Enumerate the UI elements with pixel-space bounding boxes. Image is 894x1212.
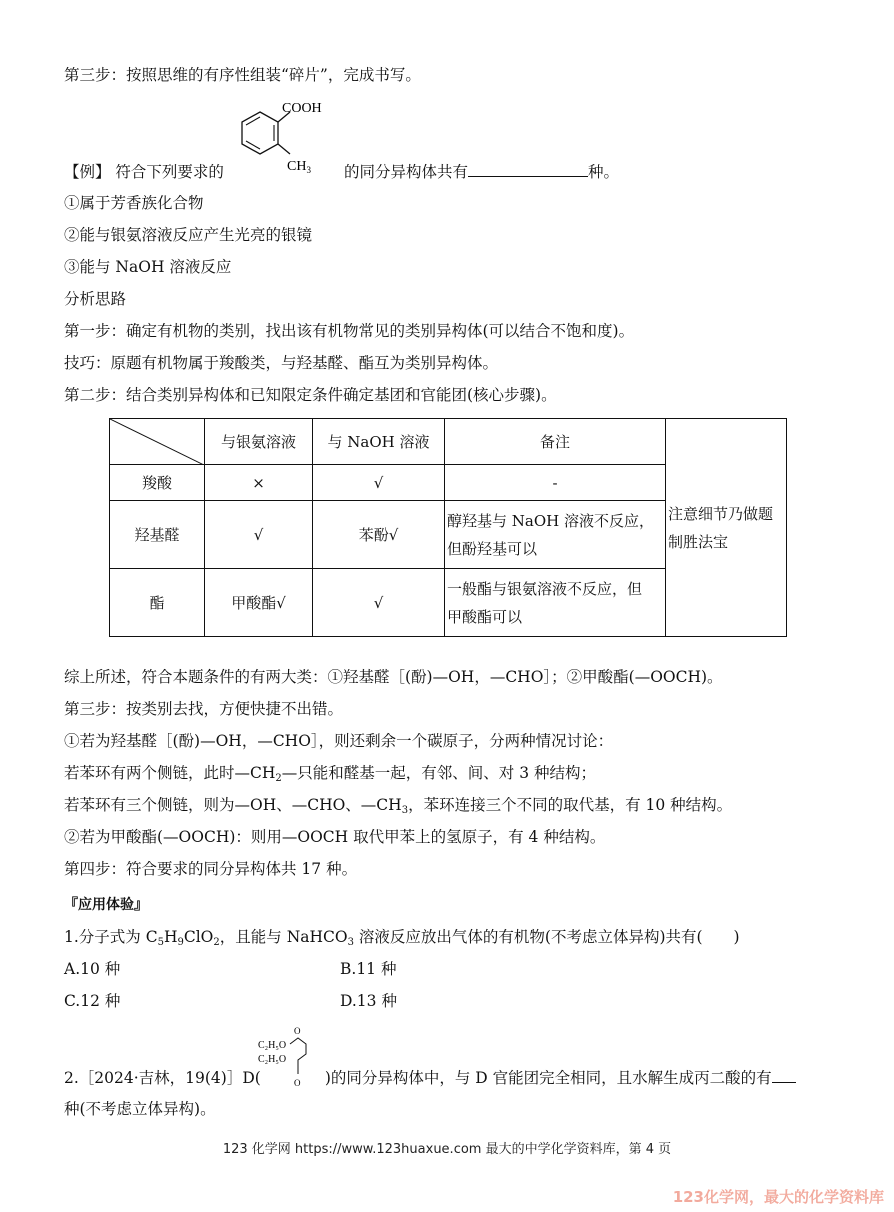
svg-text:C₂H₅O: C₂H₅O — [258, 1040, 287, 1051]
practice-title: 『应用体验』 — [64, 897, 148, 913]
question-2-line2: 种(不考虑立体异构)。 — [64, 1100, 216, 1118]
header-silver: 与银氨溶液 — [205, 419, 313, 465]
svg-text:C₂H₅O: C₂H₅O — [258, 1054, 287, 1065]
header-note: 备注 — [445, 419, 666, 465]
step3-title: 第三步：按照思维的有序性组装“碎片”，完成书写。 — [64, 66, 421, 84]
ch3-label: $CH_3$ — [287, 159, 311, 175]
case1a: 若苯环有两个侧链，此时$—CH_2—$只能和醛基一起，有邻、间、对 3 种结构； — [64, 764, 596, 784]
row-note: 一般酯与银氨溶液不反应，但 甲酸酯可以 — [445, 569, 666, 637]
condition-1: ①属于芳香族化合物 — [64, 194, 204, 212]
example-prefix: 【例】 符合下列要求的 — [64, 163, 224, 181]
row-naoh: √ — [313, 465, 445, 501]
analysis-title: 分析思路 — [64, 290, 127, 308]
example-question — [64, 160, 619, 183]
q2-blank — [772, 1066, 796, 1083]
side-note: 注意细节乃做题 制胜法宝 — [666, 419, 787, 637]
row-silver: √ — [205, 501, 313, 569]
summary: 综上所述，符合本题条件的有两大类：①羟基醛［(酚)—OH，—CHO］；②甲酸酯(—OOCH)。 — [64, 668, 723, 686]
case1b: 若苯环有三个侧链，则为—OH、—CHO、$—CH_3$，苯环连接三个不同的取代基，有 10 种结构。 — [64, 796, 733, 816]
step3b: 第三步：按类别去找，方便快捷不出错。 — [64, 700, 344, 718]
row-name: 羟基醛 — [110, 501, 205, 569]
example-unit: 种。 — [587, 163, 619, 181]
row-naoh: √ — [313, 569, 445, 637]
case1: ①若为羟基醛［(酚)—OH，—CHO］，则还剩余一个碳原子，分两种情况讨论： — [64, 732, 614, 750]
row-note: 醇羟基与 NaOH 溶液不反应， 但酚羟基可以 — [445, 501, 666, 569]
row-name: 羧酸 — [110, 465, 205, 501]
option-b: B.11 种 — [340, 960, 397, 978]
step4: 第四步：符合要求的同分异构体共 17 种。 — [64, 860, 358, 878]
option-d: D.13 种 — [340, 992, 397, 1010]
row-note: - — [445, 465, 666, 501]
case2: ②若为甲酸酯(—OOCH)：则用—OOCH 取代甲苯上的氢原子，有 4 种结构。 — [64, 828, 606, 846]
step2: 第二步：结合类别异构体和已知限定条件确定基团和官能团(核心步骤)。 — [64, 386, 557, 404]
header-naoh: 与 NaOH 溶液 — [313, 419, 445, 465]
example-suffix: 的同分异构体共有 — [343, 163, 468, 181]
page-footer: 123 化学网 https://www.123huaxue.com 最大的中学化学资料库，第 4 页 — [222, 1142, 672, 1157]
cooh-label: COOH — [282, 101, 322, 116]
condition-3: ③能与 NaOH 溶液反应 — [64, 258, 232, 276]
svg-text:O: O — [294, 1026, 301, 1036]
diagonal-header-cell — [110, 419, 205, 465]
condition-2: ②能与银氨溶液反应产生光亮的银镜 — [64, 226, 313, 244]
option-a: A.10 种 — [64, 960, 121, 978]
option-c: C.12 种 — [64, 992, 121, 1010]
question-1: 1.分子式为 $C_5H_9ClO_2$，且能与 NaHCO$_3$ 溶液反应放出气体的有机物(不考虑立体异构)共有( ) — [64, 928, 740, 948]
svg-text:O: O — [294, 1078, 301, 1088]
question-2: 2.［2024·吉林，19(4)］D( )的同分异构体中，与 D 官能团完全相同，且水解生成丙二酸的有 — [64, 1066, 796, 1089]
watermark: 123化学网，最大的化学资料库 — [672, 1188, 884, 1206]
row-naoh: 苯酚√ — [313, 501, 445, 569]
isomer-table — [109, 418, 787, 637]
row-silver: × — [205, 465, 313, 501]
row-silver: 甲酸酯√ — [205, 569, 313, 637]
answer-blank — [468, 160, 588, 177]
tip: 技巧：原题有机物属于羧酸类，与羟基醛、酯互为类别异构体。 — [64, 354, 499, 372]
row-name: 酯 — [110, 569, 205, 637]
step1: 第一步：确定有机物的类别，找出该有机物常见的类别异构体(可以结合不饱和度)。 — [64, 322, 635, 340]
